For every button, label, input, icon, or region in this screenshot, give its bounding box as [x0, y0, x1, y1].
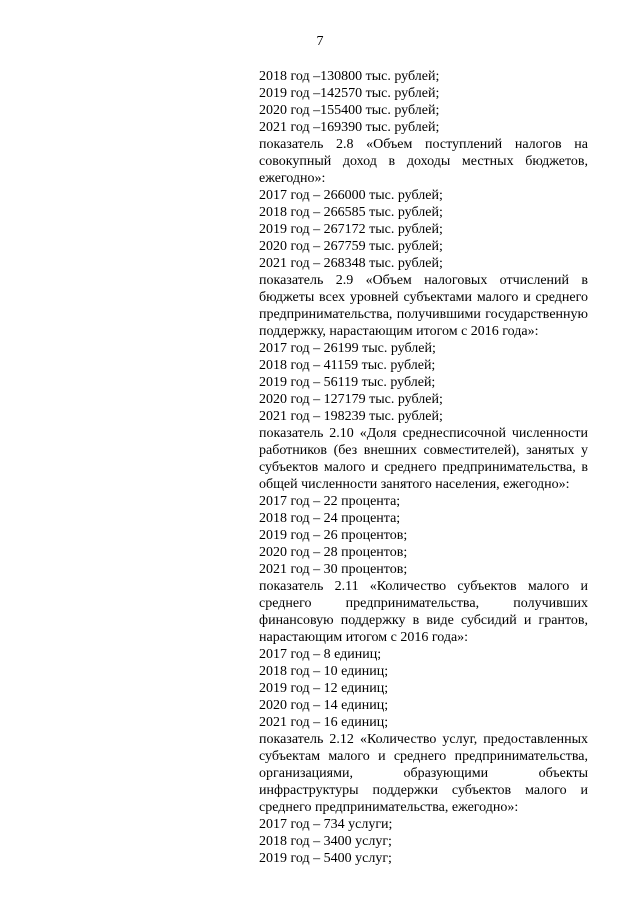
value-line: 2021 год – 198239 тыс. рублей; — [259, 409, 443, 424]
value-line: 2019 год – 12 единиц; — [259, 681, 389, 696]
value-line: 2017 год – 266000 тыс. рублей; — [259, 188, 443, 203]
value-line: 2018 год – 41159 тыс. рублей; — [259, 358, 436, 373]
value-line: 2017 год – 734 услуги; — [259, 817, 393, 832]
value-line: 2018 год – 24 процента; — [259, 511, 401, 526]
page-number: 7 — [316, 34, 324, 49]
value-line: 2018 год – 10 единиц; — [259, 664, 389, 679]
value-line: 2019 год – 5400 услуг; — [259, 851, 392, 866]
value-line: 2018 год –130800 тыс. рублей; — [259, 69, 440, 84]
indicator-paragraph: показатель 2.9 «Объем налоговых отчислений в бюджеты всех уровней субъектами малого и среднего предпринимательства, получившими государственную поддержку, нарастающим итогом с 2016 года»: — [259, 273, 588, 339]
value-line: 2019 год – 26 процентов; — [259, 528, 408, 543]
indicator-paragraph: показатель 2.10 «Доля среднесписочной численности работников (без внешних совместителей), занятых у субъектов малого и среднего предпринимательства, в общей численности занятого населения, ежегодно»: — [259, 426, 588, 492]
value-line: 2021 год – 30 процентов; — [259, 562, 408, 577]
value-line: 2018 год – 3400 услуг; — [259, 834, 392, 849]
value-line: 2021 год – 268348 тыс. рублей; — [259, 256, 443, 271]
value-line: 2020 год – 28 процентов; — [259, 545, 408, 560]
value-line: 2021 год – 16 единиц; — [259, 715, 389, 730]
value-line: 2017 год – 8 единиц; — [259, 647, 382, 662]
value-line: 2020 год –155400 тыс. рублей; — [259, 103, 440, 118]
indicator-paragraph: показатель 2.8 «Объем поступлений налогов на совокупный доход в доходы местных бюджетов, ежегодно»: — [259, 137, 588, 186]
value-line: 2019 год – 267172 тыс. рублей; — [259, 222, 443, 237]
value-line: 2021 год –169390 тыс. рублей; — [259, 120, 440, 135]
document-body — [259, 68, 588, 867]
indicator-paragraph: показатель 2.11 «Количество субъектов малого и среднего предпринимательства, получивших финансовую поддержку в виде субсидий и грантов, нарастающим итогом с 2016 года»: — [259, 579, 588, 645]
value-line: 2019 год –142570 тыс. рублей; — [259, 86, 440, 101]
indicator-paragraph: показатель 2.12 «Количество услуг, предоставленных субъектам малого и среднего предпринимательства, организациями, образующими объекты инфраструктуры поддержки субъектов малого и среднего предпринимательства, ежегодно»: — [259, 732, 588, 815]
value-line: 2018 год – 266585 тыс. рублей; — [259, 205, 443, 220]
value-line: 2017 год – 26199 тыс. рублей; — [259, 341, 436, 356]
value-line: 2019 год – 56119 тыс. рублей; — [259, 375, 436, 390]
value-line: 2020 год – 14 единиц; — [259, 698, 389, 713]
value-line: 2017 год – 22 процента; — [259, 494, 401, 509]
value-line: 2020 год – 127179 тыс. рублей; — [259, 392, 443, 407]
value-line: 2020 год – 267759 тыс. рублей; — [259, 239, 443, 254]
